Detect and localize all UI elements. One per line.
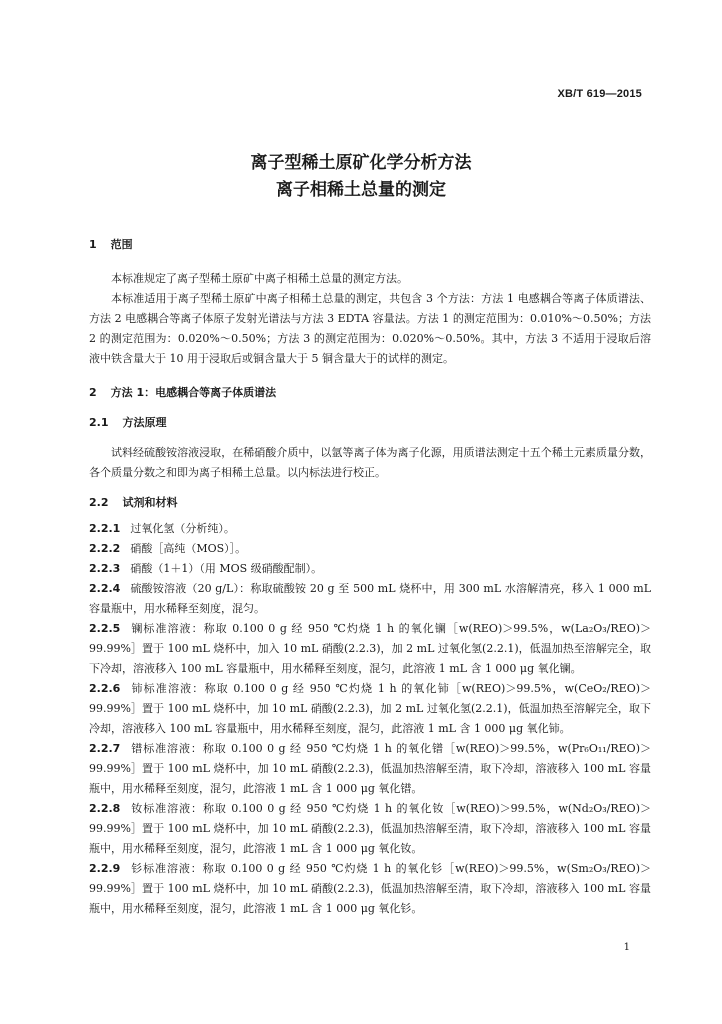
- item-text: 镨标准溶液：称取 0.100 0 g 经 950 ℃灼烧 1 h 的氧化镨［w(REO)＞99.5%，w(Pr₆O₁₁/REO)＞99.99%］置于 100 mL 烧杯中，加 10 mL 硝酸(2.2.3)，低温加热溶解至清，取下冷却，溶液移入 100 mL 容量瓶中，用水稀释至刻度，混匀，此溶液 1 mL 含 1 000 μg 氧化镨。: [89, 742, 651, 795]
- item-text: 铈标准溶液：称取 0.100 0 g 经 950 ℃灼烧 1 h 的氧化铈［w(REO)＞99.5%，w(CeO₂/REO)＞99.99%］置于 100 mL 烧杯中，加 10 mL 硝酸(2.2.3)，加 2 mL 过氧化氢(2.2.1)，低温加热至溶解完全，取下冷却，溶液移入 100 mL 容量瓶中，用水稀释至刻度，混匀，此溶液 1 mL 含 1 000 μg 氧化铈。: [89, 682, 651, 735]
- section-title: 试剂和材料: [122, 496, 178, 509]
- section-2-2-heading: [89, 493, 651, 513]
- item-text: 硫酸铵溶液（20 g/L）：称取硫酸铵 20 g 至 500 mL 烧杯中，用 300 mL 水溶解清亮，移入 1 000 mL 容量瓶中，用水稀释至刻度，混匀。: [89, 582, 651, 615]
- list-item: [89, 559, 651, 579]
- item-text: 硝酸［高纯（MOS）］。: [130, 542, 247, 555]
- item-number: 2.2.9: [89, 862, 121, 875]
- list-item: [89, 739, 651, 799]
- standard-code: XB/T 619—2015: [557, 88, 642, 100]
- item-number: 2.2.3: [89, 562, 121, 575]
- item-number: 2.2.5: [89, 622, 121, 635]
- item-text: 钕标准溶液：称取 0.100 0 g 经 950 ℃灼烧 1 h 的氧化钕［w(REO)＞99.5%，w(Nd₂O₃/REO)＞99.99%］置于 100 mL 烧杯中，加 10 mL 硝酸(2.2.3)，低温加热溶解至清，取下冷却，溶液移入 100 mL 容量瓶中，用水稀释至刻度，混匀，此溶液 1 mL 含 1 000 μg 氧化钕。: [89, 802, 651, 855]
- list-item: [89, 519, 651, 539]
- list-item: [89, 859, 651, 919]
- section-number: 2: [89, 386, 97, 399]
- item-number: 2.2.2: [89, 542, 121, 555]
- section-title: 方法原理: [122, 416, 167, 429]
- item-number: 2.2.1: [89, 522, 121, 535]
- page-number: 1: [623, 942, 630, 953]
- item-text: 硝酸（1＋1）（用 MOS 级硝酸配制）。: [130, 562, 323, 575]
- item-text: 过氧化氢（分析纯）。: [130, 522, 235, 535]
- section-title: 范围: [110, 238, 133, 251]
- list-item: [89, 539, 651, 559]
- list-item: [89, 579, 651, 619]
- list-item: [89, 799, 651, 859]
- item-text: 镧标准溶液：称取 0.100 0 g 经 950 ℃灼烧 1 h 的氧化镧［w(REO)＞99.5%，w(La₂O₃/REO)＞99.99%］置于 100 mL 烧杯中，加入 10 mL 硝酸(2.2.3)，加 2 mL 过氧化氢(2.2.1)，低温加热至溶解完全，取下冷却，溶液移入 100 mL 容量瓶中，用水稀释至刻度，混匀，此溶液 1 mL 含 1 000 μg 氧化镧。: [89, 622, 651, 675]
- document-title-line-2: 离子相稀土总量的测定: [276, 180, 446, 200]
- item-number: 2.2.7: [89, 742, 121, 755]
- section-number: 1: [89, 238, 97, 251]
- item-text: 钐标准溶液：称取 0.100 0 g 经 950 ℃灼烧 1 h 的氧化钐［w(REO)＞99.5%，w(Sm₂O₃/REO)＞99.99%］置于 100 mL 烧杯中，加 10 mL 硝酸(2.2.3)，低温加热溶解至清，取下冷却，溶液移入 100 mL 容量瓶中，用水稀释至刻度，混匀，此溶液 1 mL 含 1 000 μg 氧化钐。: [89, 862, 651, 915]
- list-item: [89, 679, 651, 739]
- paragraph: 本标准规定了离子型稀土原矿中离子相稀土总量的测定方法。: [111, 272, 408, 285]
- section-number: 2.1: [89, 416, 109, 429]
- item-number: 2.2.8: [89, 802, 121, 815]
- section-1-heading: [89, 235, 651, 255]
- section-2-1-heading: [89, 413, 651, 433]
- section-title: 方法 1：电感耦合等离子体质谱法: [110, 386, 277, 399]
- item-number: 2.2.6: [89, 682, 121, 695]
- paragraph: 本标准适用于离子型稀土原矿中离子相稀土总量的测定，共包含 3 个方法：方法 1 电感耦合等离子体质谱法、方法 2 电感耦合等离子体原子发射光谱法与方法 3 EDTA 容量法。方法 1 的测定范围为：0.010%～0.50%；方法 2 的测定范围为：0.020%～0.50%；方法 3 的测定范围为：0.020%～0.50%。其中，方法 3 不适用于浸取后溶液中铁含量大于 10 用于浸取后或铜含量大于 5 铜含量大于的试样的测定。: [89, 292, 651, 365]
- item-number: 2.2.4: [89, 582, 121, 595]
- document-body: [89, 235, 651, 919]
- list-item: [89, 619, 651, 679]
- paragraph: 试料经硫酸铵溶液浸取，在稀硝酸介质中，以氩等离子体为离子化源，用质谱法测定十五个稀土元素质量分数，各个质量分数之和即为离子相稀土总量。以内标法进行校正。: [89, 446, 651, 479]
- section-2-heading: [89, 383, 651, 403]
- document-title-line-1: 离子型稀土原矿化学分析方法: [250, 153, 472, 173]
- section-number: 2.2: [89, 496, 109, 509]
